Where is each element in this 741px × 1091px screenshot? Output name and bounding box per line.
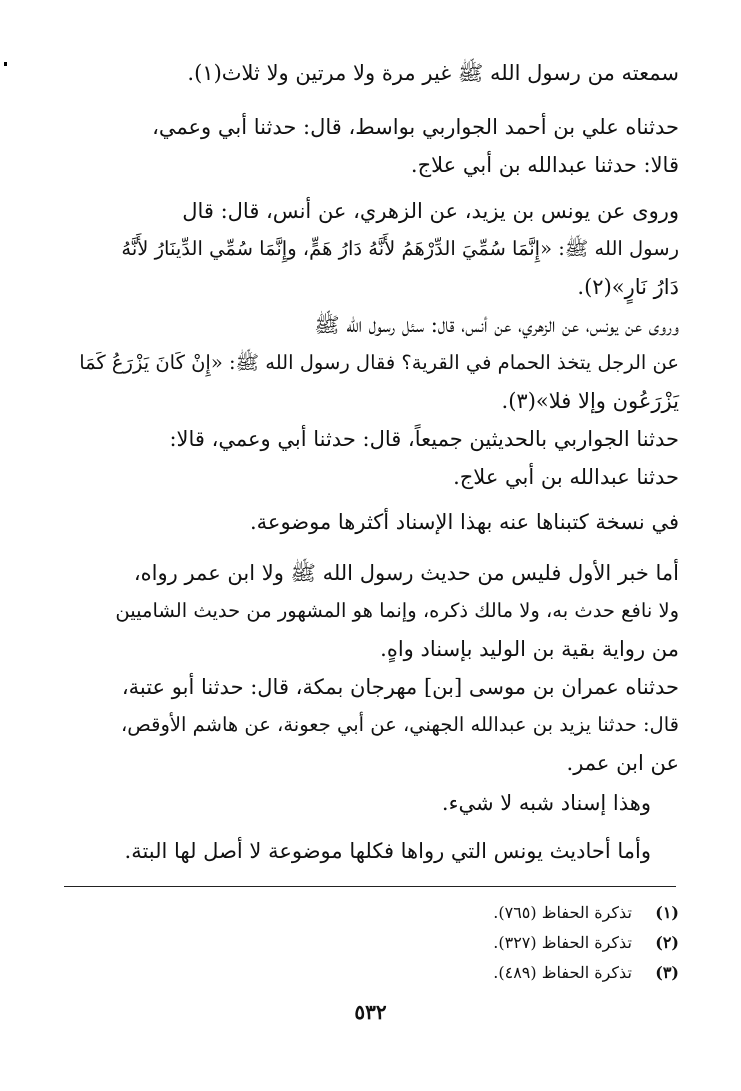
paragraph-3 bbox=[59, 192, 679, 306]
paragraph-7 bbox=[59, 554, 679, 668]
margin-mark bbox=[4, 62, 7, 66]
text-line: رسول الله ﷺ: «إِنَّمَا سُمِّيَ الدِّرْهَمُ لأَنَّهُ دَارُ هَمٍّ، وإِنَّمَا سُمِّي الدِّينَارُ لأَنَّهُ bbox=[121, 237, 679, 260]
text-line: سمعته من رسول الله ﷺ غير مرة ولا مرتين ولا ثلاث(١). bbox=[187, 61, 679, 85]
text-line: حدثناه علي بن أحمد الجواربي بواسط، قال: حدثنا أبي وعمي، bbox=[152, 115, 679, 139]
text-line: حدثنا الجواربي بالحديثين جميعاً، قال: حدثنا أبي وعمي، قالا: bbox=[169, 427, 679, 451]
text-line: في نسخة كتبناها عنه بهذا الإسناد أكثرها موضوعة. bbox=[249, 510, 679, 534]
footnote-text: تذكرة الحفاظ (٧٦٥). bbox=[493, 903, 632, 922]
footnote-text: تذكرة الحفاظ (٤٨٩). bbox=[493, 963, 632, 982]
footnote-text: تذكرة الحفاظ (٣٢٧). bbox=[493, 933, 632, 952]
text-line: قالا: حدثنا عبدالله بن أبي علاج. bbox=[410, 153, 679, 177]
text-line: وهذا إسناد شبه لا شيء. bbox=[441, 791, 651, 815]
footnote-number: (٢) bbox=[655, 933, 679, 952]
paragraph-4 bbox=[59, 306, 679, 420]
footnote-number: (٣) bbox=[655, 963, 679, 982]
text-line: من رواية بقية بن الوليد بإسناد واهٍ. bbox=[380, 637, 679, 661]
paragraph-6 bbox=[59, 503, 679, 541]
paragraph-2 bbox=[59, 108, 679, 184]
text-line: حدثناه عمران بن موسى [بن] مهرجان بمكة، قال: حدثنا أبو عتبة، bbox=[121, 675, 679, 699]
text-line: حدثنا عبدالله بن أبي علاج. bbox=[453, 465, 679, 489]
text-line: دَارُ نَارٍ»(٢). bbox=[577, 275, 679, 299]
text-line: عن ابن عمر. bbox=[566, 751, 679, 775]
footnote-1 bbox=[67, 898, 679, 928]
paragraph-1 bbox=[59, 54, 679, 92]
text-line: قال: حدثنا يزيد بن عبدالله الجهني، عن أبي جعونة، عن هاشم الأوقص، bbox=[120, 713, 679, 736]
paragraph-8 bbox=[59, 668, 679, 782]
text-line: وروى عن يونس، عن الزهري، عن أنس، قال: سئل رسول الله ﷺ bbox=[314, 313, 679, 337]
text-line: ولا نافع حدث به، ولا مالك ذكره، وإنما هو المشهور من حديث الشاميين bbox=[115, 599, 679, 622]
paragraph-10 bbox=[31, 832, 651, 870]
footnote-number: (١) bbox=[655, 903, 679, 922]
text-line: أما خبر الأول فليس من حديث رسول الله ﷺ ولا ابن عمر رواه، bbox=[133, 561, 679, 585]
text-line: وروى عن يونس بن يزيد، عن الزهري، عن أنس، قال: قال bbox=[182, 199, 679, 223]
paragraph-5 bbox=[59, 420, 679, 496]
page-number: ٥٣٢ bbox=[354, 1000, 387, 1024]
footnote-2 bbox=[67, 928, 679, 958]
text-line: يَزْرَعُون وإلا فلا»(٣). bbox=[501, 389, 679, 413]
text-line: وأما أحاديث يونس التي رواها فكلها موضوعة لا أصل لها البتة. bbox=[124, 839, 651, 863]
footnote-divider bbox=[64, 886, 676, 887]
paragraph-9 bbox=[31, 784, 651, 822]
footnote-3 bbox=[67, 958, 679, 988]
footnotes bbox=[67, 898, 679, 988]
text-line: عن الرجل يتخذ الحمام في القرية؟ فقال رسول الله ﷺ: «إِنْ كَانَ يَزْرَعُ كَمَا bbox=[79, 351, 679, 374]
